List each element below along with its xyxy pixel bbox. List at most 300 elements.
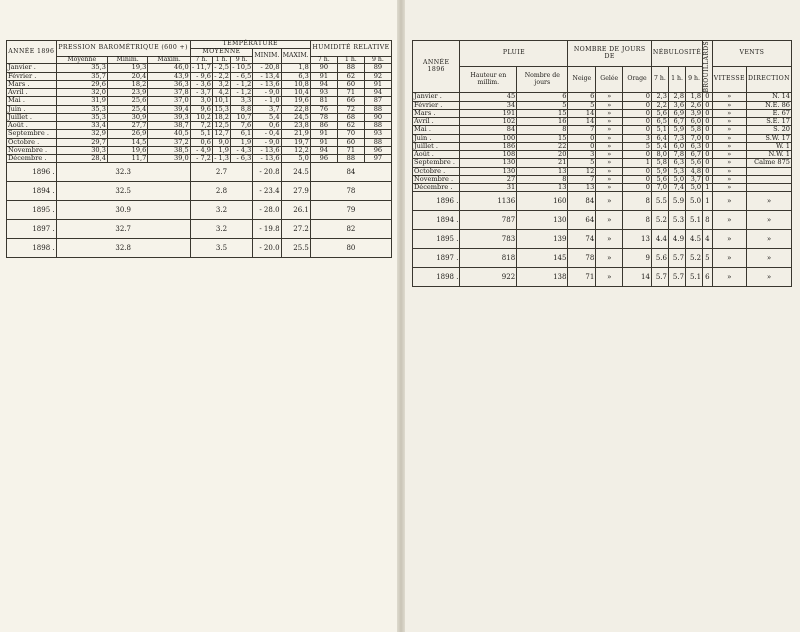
rain-days: 22	[517, 142, 568, 150]
table-row	[413, 126, 792, 134]
annual-wind-speed: »	[712, 211, 746, 230]
cloud-1h: 7,3	[668, 134, 685, 142]
humidity-1h: 88	[337, 155, 364, 163]
month-label: Avril .	[413, 118, 460, 126]
fog-header	[703, 41, 713, 93]
humidity-1h: 71	[337, 89, 364, 97]
year-label: 1894 .	[7, 182, 57, 201]
cloud-7h: 5,6	[651, 175, 668, 183]
cloud-9h: 5,0	[686, 184, 703, 192]
annual-cloud-1h: 5.7	[668, 268, 685, 287]
storm-days: 1	[623, 159, 652, 167]
temp-9h: - 1,2	[231, 89, 253, 97]
annual-rain-days: 145	[517, 249, 568, 268]
subcolumn-header: 1 h.	[668, 67, 685, 93]
cloud-7h: 7,0	[651, 184, 668, 192]
subcolumn-header: Moyenne	[56, 56, 107, 64]
humidity-7h: 91	[310, 130, 337, 138]
annual-row	[413, 268, 792, 287]
temp-1h: 4,2	[212, 89, 230, 97]
month-label: Octobre .	[413, 167, 460, 175]
temp-max: 6,3	[281, 72, 310, 80]
temp-min: - 9,0	[253, 138, 281, 146]
snow-days: 0	[568, 142, 596, 150]
pressure-max: 46,0	[148, 64, 190, 72]
storm-days: 0	[623, 109, 652, 117]
pressure-min: 27,7	[107, 122, 147, 130]
temp-1h: 1,9	[212, 146, 230, 154]
temp-max: 24,5	[281, 113, 310, 121]
pressure-max: 39,4	[148, 105, 190, 113]
rain-days: 20	[517, 151, 568, 159]
pressure-mean: 29,7	[56, 138, 107, 146]
temp-min: - 13,6	[253, 155, 281, 163]
rain-height: 84	[460, 126, 517, 134]
storm-days: 0	[623, 118, 652, 126]
table-row	[7, 97, 392, 105]
annual-wind-speed: »	[712, 249, 746, 268]
pressure-mean: 32,9	[56, 130, 107, 138]
pressure-max: 39,3	[148, 113, 190, 121]
wind-speed: »	[712, 126, 746, 134]
pressure-min: 19,6	[107, 146, 147, 154]
humidity-9h: 94	[364, 89, 391, 97]
month-label: Juillet .	[413, 142, 460, 150]
temp-max: 10,4	[281, 89, 310, 97]
month-label: Août .	[413, 151, 460, 159]
rain-days: 13	[517, 184, 568, 192]
humidity-7h: 96	[310, 155, 337, 163]
month-label: Janvier .	[413, 93, 460, 101]
temp-7h: 9,6	[190, 105, 212, 113]
table-row	[7, 130, 392, 138]
frost-days: »	[596, 175, 623, 183]
rain-days: 8	[517, 126, 568, 134]
temp-9h: 1,9	[231, 138, 253, 146]
temp-min: - 13,6	[253, 146, 281, 154]
pressure-min: 25,4	[107, 105, 147, 113]
frost-days: »	[596, 101, 623, 109]
temp-9h: 3,3	[231, 97, 253, 105]
cloud-9h: 6,7	[686, 151, 703, 159]
fog-days: 0	[703, 167, 713, 175]
month-label: Février .	[7, 72, 57, 80]
month-label: Novembre .	[413, 175, 460, 183]
temp-max: 12,2	[281, 146, 310, 154]
annual-temp-mean: 3.2	[190, 201, 253, 220]
annual-wind-direction: »	[746, 230, 791, 249]
year-label: 1896 .	[7, 163, 57, 182]
humidity-1h: 71	[337, 146, 364, 154]
subcolumn-header: 9 h.	[231, 56, 253, 64]
wind-speed: »	[712, 142, 746, 150]
fog-header-label: BROUILLARDS	[703, 41, 711, 93]
humidity-7h: 86	[310, 122, 337, 130]
frost-days: »	[596, 151, 623, 159]
cloud-7h: 5,1	[651, 126, 668, 134]
annual-cloud-7h: 5.2	[651, 211, 668, 230]
annual-cloud-9h: 5.1	[686, 268, 703, 287]
frost-days: »	[596, 109, 623, 117]
annual-wind-speed: »	[712, 230, 746, 249]
fog-days: 0	[703, 159, 713, 167]
humidity-1h: 66	[337, 97, 364, 105]
temp-1h: 15,3	[214, 104, 229, 113]
cloud-7h: 6,4	[651, 134, 668, 142]
humidity-7h: 90	[310, 64, 337, 72]
subcolumn-header: 7 h.	[310, 56, 337, 64]
annual-row	[7, 163, 392, 182]
snow-days: 6	[568, 93, 596, 101]
temp-7h: - 3,7	[190, 89, 212, 97]
temp-1h: 12,5	[214, 121, 229, 130]
fog-days: 0	[703, 126, 713, 134]
temp-9h: 6,1	[231, 130, 253, 138]
snow-days: 0	[568, 134, 596, 142]
subcolumn-header: Orage	[623, 67, 652, 93]
humidity-9h: 93	[364, 130, 391, 138]
wind-direction: N.E. 86	[746, 101, 791, 109]
fog-days: 0	[703, 175, 713, 183]
annual-row	[413, 192, 792, 211]
temp-1h: 12,7	[214, 129, 229, 138]
climate-table-left	[6, 40, 392, 258]
annual-wind-speed: »	[712, 192, 746, 211]
annual-temp-max: 27.2	[281, 220, 310, 239]
wind-speed: »	[712, 101, 746, 109]
temp-min: - 1,0	[253, 97, 281, 105]
year-header: ANNÉE 1896	[413, 41, 460, 93]
temp-7h: 5,1	[190, 130, 212, 138]
pressure-min: 14,5	[107, 138, 147, 146]
wind-direction	[746, 175, 791, 183]
cloud-9h: 5,8	[686, 126, 703, 134]
table-row	[413, 175, 792, 183]
temp-7h: - 3,6	[190, 80, 212, 88]
humidity-9h: 87	[364, 97, 391, 105]
annual-rain-height: 1136	[460, 192, 517, 211]
cloud-9h: 3,9	[686, 109, 703, 117]
wind-direction: S.W. 17	[746, 134, 791, 142]
year-label: 1898 .	[413, 268, 460, 287]
temp-1h: 18,2	[214, 112, 229, 121]
storm-days: 0	[623, 93, 652, 101]
month-label: Novembre .	[7, 146, 57, 154]
humidity-9h: 97	[364, 155, 391, 163]
humidity-9h: 91	[364, 80, 391, 88]
annual-wind-speed: »	[712, 268, 746, 287]
frost-days: »	[596, 167, 623, 175]
rain-days: 13	[517, 167, 568, 175]
annual-temp-max: 26.1	[281, 201, 310, 220]
temp-1h: 3,2	[212, 80, 230, 88]
humidity-1h: 68	[337, 113, 364, 121]
pressure-max: 37,8	[148, 89, 190, 97]
annual-fog-days: 8	[703, 211, 713, 230]
pressure-max: 36,3	[148, 80, 190, 88]
humidity-7h: 91	[310, 138, 337, 146]
month-label: Décembre .	[7, 155, 57, 163]
temp-7h: - 7,2	[190, 155, 212, 163]
humidity-9h: 88	[364, 138, 391, 146]
temp-7h: 10,2	[190, 113, 212, 121]
temp-max: 5,0	[281, 155, 310, 163]
pressure-mean: 35,7	[56, 72, 107, 80]
pressure-mean: 35,3	[56, 64, 107, 72]
annual-temp-max: 24.5	[281, 163, 310, 182]
cloud-1h: 6,0	[668, 142, 685, 150]
humidity-7h: 78	[310, 113, 337, 121]
cloud-1h: 7,8	[668, 151, 685, 159]
month-label: Août .	[7, 122, 57, 130]
temp-min: 0,6	[253, 122, 281, 130]
cloud-1h: 5,9	[668, 126, 685, 134]
pressure-max: 43,9	[148, 72, 190, 80]
cloud-9h: 3,7	[686, 175, 703, 183]
frost-days: »	[596, 134, 623, 142]
annual-cloud-7h: 4.4	[651, 230, 668, 249]
temp-max: 19,7	[281, 138, 310, 146]
frost-days: »	[596, 118, 623, 126]
rain-days: 15	[517, 109, 568, 117]
temp-7h: 3,0	[190, 97, 212, 105]
annual-cloud-9h: 5.0	[686, 192, 703, 211]
annual-fog-days: 4	[703, 230, 713, 249]
humidity-9h: 89	[364, 64, 391, 72]
annual-wind-direction: »	[746, 211, 791, 230]
frost-days: »	[596, 93, 623, 101]
fog-days: 0	[703, 151, 713, 159]
wind-speed: »	[712, 134, 746, 142]
snow-days: 5	[568, 101, 596, 109]
month-label: Juin .	[7, 105, 57, 113]
temp-min-header: MINIM.	[253, 48, 281, 64]
humidity-1h: 62	[337, 122, 364, 130]
year-label: 1895 .	[7, 201, 57, 220]
annual-wind-direction: »	[746, 192, 791, 211]
winds-header: VENTS	[712, 41, 791, 67]
rain-days: 6	[517, 93, 568, 101]
annual-frost-days: »	[596, 211, 623, 230]
storm-days: 5	[623, 142, 652, 150]
subcolumn-header: Gelée	[596, 67, 623, 93]
wind-speed: »	[712, 93, 746, 101]
table-row	[7, 122, 392, 130]
temp-7h: - 11,7	[191, 63, 211, 72]
storm-days: 0	[623, 184, 652, 192]
fog-days: 0	[703, 142, 713, 150]
table-row	[413, 142, 792, 150]
year-label: 1896 .	[413, 192, 460, 211]
annual-snow-days: 78	[568, 249, 596, 268]
snow-days: 14	[568, 109, 596, 117]
wind-direction	[746, 184, 791, 192]
annual-humidity: 82	[310, 220, 391, 239]
cloud-1h: 6,3	[668, 159, 685, 167]
cloud-1h: 5,0	[668, 175, 685, 183]
annual-snow-days: 71	[568, 268, 596, 287]
annual-cloud-7h: 5.6	[651, 249, 668, 268]
annual-frost-days: »	[596, 249, 623, 268]
year-header: ANNÉE 1896	[7, 41, 57, 64]
annual-temp-min: - 28.0	[253, 201, 281, 220]
pressure-mean: 35,3	[56, 105, 107, 113]
wind-direction: S.E. 17	[746, 118, 791, 126]
frost-days: »	[596, 184, 623, 192]
cloud-9h: 1,8	[686, 93, 703, 101]
humidity-1h: 72	[337, 105, 364, 113]
rain-height: 27	[460, 175, 517, 183]
pressure-min: 19,3	[107, 64, 147, 72]
wind-direction: S. 20	[746, 126, 791, 134]
annual-cloud-1h: 5.3	[668, 211, 685, 230]
annual-temp-max: 25.5	[281, 239, 310, 258]
wind-direction: Calme 875	[746, 159, 791, 167]
temp-9h: - 1,2	[231, 80, 253, 88]
subcolumn-header: 1 h.	[337, 56, 364, 64]
month-label: Février .	[413, 101, 460, 109]
rain-height: 191	[460, 109, 517, 117]
frost-days: »	[596, 126, 623, 134]
cloud-9h: 6,3	[686, 142, 703, 150]
annual-frost-days: »	[596, 230, 623, 249]
temp-max: 23,8	[281, 122, 310, 130]
temp-9h: 8,8	[231, 105, 253, 113]
annual-temp-min: - 23.4	[253, 182, 281, 201]
annual-cloud-7h: 5.7	[651, 268, 668, 287]
month-label: Septembre .	[413, 159, 460, 167]
annual-rain-days: 160	[517, 192, 568, 211]
humidity-1h: 70	[337, 130, 364, 138]
annual-cloud-1h: 4.9	[668, 230, 685, 249]
humidity-header: HUMIDITÉ RELATIVE	[310, 41, 391, 57]
pressure-min: 26,9	[107, 130, 147, 138]
temp-max: 10,8	[281, 80, 310, 88]
cloud-1h: 3,6	[668, 101, 685, 109]
table-row	[413, 151, 792, 159]
annual-row	[7, 182, 392, 201]
annual-snow-days: 84	[568, 192, 596, 211]
humidity-9h: 96	[364, 146, 391, 154]
temperature-header: TEMPÉRATURE	[190, 41, 310, 49]
month-label: Janvier .	[7, 64, 57, 72]
annual-fog-days: 6	[703, 268, 713, 287]
temp-9h: 10,7	[231, 113, 253, 121]
annual-rain-height: 922	[460, 268, 517, 287]
rain-height: 130	[460, 159, 517, 167]
cloud-1h: 6,9	[668, 109, 685, 117]
cloud-7h: 5,8	[651, 159, 668, 167]
temp-9h: - 6,3	[231, 155, 253, 163]
annual-temp-max: 27.9	[281, 182, 310, 201]
table-row	[413, 184, 792, 192]
fog-days: 0	[703, 109, 713, 117]
wind-speed: »	[712, 151, 746, 159]
year-label: 1897 .	[7, 220, 57, 239]
pressure-mean: 29,6	[56, 80, 107, 88]
snow-days: 13	[568, 184, 596, 192]
annual-cloud-9h: 5.1	[686, 211, 703, 230]
pressure-mean: 35,3	[56, 113, 107, 121]
wind-speed: »	[712, 118, 746, 126]
month-label: Octobre .	[7, 138, 57, 146]
climate-table-right	[412, 40, 792, 287]
pressure-max: 38,7	[148, 122, 190, 130]
rain-days: 5	[517, 101, 568, 109]
annual-pressure: 32.7	[56, 220, 190, 239]
subcolumn-header: 7 h.	[190, 56, 212, 64]
temp-1h: - 2,5	[214, 63, 229, 72]
pressure-max: 39,0	[148, 155, 190, 163]
temp-9h: - 4,3	[231, 146, 253, 154]
pressure-min: 25,6	[107, 97, 147, 105]
cloud-9h: 2,6	[686, 101, 703, 109]
fog-days: 0	[703, 118, 713, 126]
pressure-mean: 31,9	[56, 97, 107, 105]
annual-rain-days: 130	[517, 211, 568, 230]
annual-fog-days: 1	[703, 192, 713, 211]
subcolumn-header: Maxim.	[148, 56, 190, 64]
annual-rain-height: 787	[460, 211, 517, 230]
table-row	[413, 159, 792, 167]
temp-7h: - 4,9	[190, 146, 212, 154]
cloud-7h: 2,2	[651, 101, 668, 109]
pressure-header: PRESSION BAROMÉTRIQUE (600 +)	[56, 41, 190, 57]
humidity-7h: 94	[310, 146, 337, 154]
humidity-9h: 88	[364, 105, 391, 113]
year-label: 1895 .	[413, 230, 460, 249]
wind-speed: »	[712, 184, 746, 192]
cloud-9h: 7,0	[686, 134, 703, 142]
annual-snow-days: 64	[568, 211, 596, 230]
annual-storm-days: 8	[623, 192, 652, 211]
table-row	[413, 109, 792, 117]
temp-mean-header: MOYENNE	[190, 48, 253, 56]
rain-height: 31	[460, 184, 517, 192]
year-label: 1897 .	[413, 249, 460, 268]
annual-storm-days: 14	[623, 268, 652, 287]
temp-max: 22,8	[281, 105, 310, 113]
humidity-7h: 94	[310, 80, 337, 88]
storm-days: 0	[623, 151, 652, 159]
rain-days: 16	[517, 118, 568, 126]
rain-days: 21	[517, 159, 568, 167]
temp-max: 21,9	[281, 130, 310, 138]
pressure-max: 38,5	[148, 146, 190, 154]
subcolumn-header: 7 h.	[651, 67, 668, 93]
humidity-9h: 88	[364, 122, 391, 130]
month-label: Septembre .	[7, 130, 57, 138]
temp-1h: 9,0	[212, 138, 230, 146]
snow-days: 5	[568, 159, 596, 167]
annual-wind-direction: »	[746, 268, 791, 287]
wind-direction: W. 1	[746, 142, 791, 150]
humidity-9h: 92	[364, 72, 391, 80]
annual-rain-height: 783	[460, 230, 517, 249]
month-label: Juillet .	[7, 113, 57, 121]
annual-rain-days: 139	[517, 230, 568, 249]
cloud-1h: 5,3	[668, 167, 685, 175]
pressure-max: 40,5	[148, 130, 190, 138]
pressure-mean: 28,4	[56, 155, 107, 163]
wind-speed: »	[712, 109, 746, 117]
month-label: Décembre .	[413, 184, 460, 192]
table-row	[7, 64, 392, 72]
table-row	[413, 167, 792, 175]
temp-9h: 7,6	[231, 122, 253, 130]
annual-pressure: 30.9	[56, 201, 190, 220]
annual-temp-mean: 2.7	[190, 163, 253, 182]
